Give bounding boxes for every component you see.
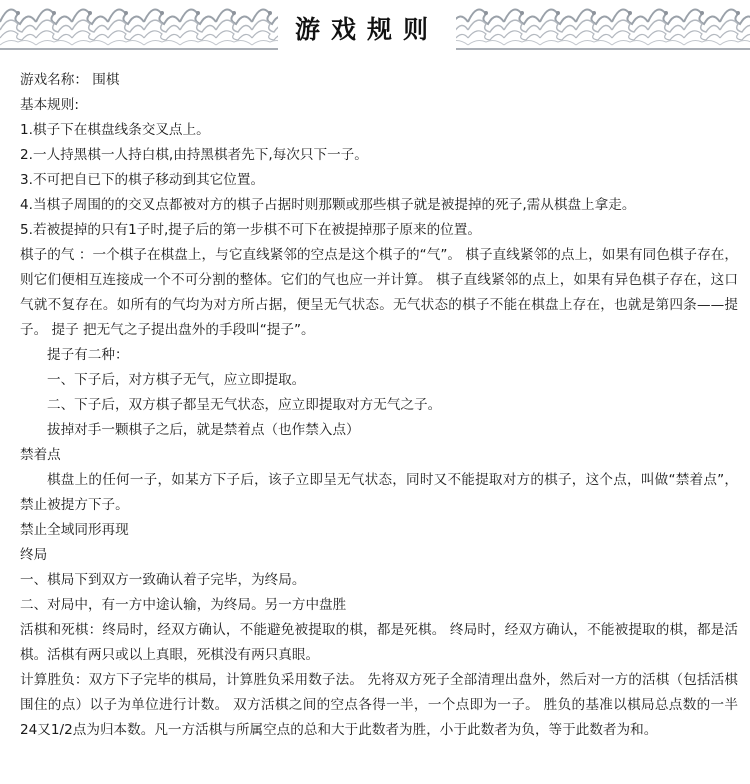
jinzhuo-note: 拔掉对手一颗棋子之后，就是禁着点（也作禁入点） (47, 422, 360, 438)
rule-item: 2.一人持黑棋一人持白棋,由持黑棋者先下,每次只下一子。 (20, 147, 368, 163)
global-rule: 禁止全域同形再现 (20, 522, 129, 538)
rule-item: 3.不可把自已下的棋子移动到其它位置。 (20, 172, 265, 188)
tizi-item: 一、下子后，对方棋子无气，应立即提取。 (47, 372, 306, 388)
tizi-heading: 提子有二种： (47, 347, 129, 363)
end-heading: 终局 (20, 547, 48, 563)
tizi-item: 二、下子后，双方棋子都呈无气状态，应立即提取对方无气之子。 (47, 397, 442, 413)
basic-rules-heading: 基本规则: (20, 97, 79, 113)
end-item: 二、对局中，有一方中途认输，为终局。另一方中盘胜 (20, 597, 347, 613)
jinzhuo-heading: 禁着点 (20, 447, 61, 463)
game-name: 游戏名称： 围棋 (20, 72, 120, 88)
end-item: 一、棋局下到双方一致确认着子完毕，为终局。 (20, 572, 306, 588)
rule-item: 4.当棋子周围的的交叉点都被对方的棋子占据时则那颗或那些棋子就是被提掉的死子,需从棋盘上拿走。 (20, 197, 636, 213)
page-title: 游戏规则 (294, 15, 439, 44)
live-dead-paragraph: 活棋和死棋：终局时，经双方确认，不能避免被提取的棋，都是死棋。 终局时，经双方确认，不能被提取的棋，都是活棋。活棋有两只或以上真眼，死棋没有两只真眼。 (20, 622, 738, 663)
scoring-paragraph: 计算胜负：双方下子完毕的棋局，计算胜负采用数子法。 先将双方死子全部清理出盘外，然后对一方的活棋（包括活棋围住的点）以子为单位进行计数。 双方活棋之间的空点各得一半，一个点即为一子。 胜负的基准以棋局总点数的一半24又1/2点为归本数。凡一方活棋与所属空点的总和大于此数者为胜，小于此数者为负，等于此数者为和。 (20, 672, 738, 738)
jinzhuo-paragraph: 棋盘上的任何一子，如某方下子后，该子立即呈无气状态，同时又不能提取对方的棋子，这个点，叫做“禁着点”，禁止被提方下子。 (20, 472, 738, 513)
rule-item: 1.棋子下在棋盘线条交叉点上。 (20, 122, 210, 138)
rule-item: 5.若被提掉的只有1子时,提子后的第一步棋不可下在被提掉那子原来的位置。 (20, 222, 481, 238)
title-banner (0, 0, 750, 58)
qi-paragraph: 棋子的气 ：一个棋子在棋盘上，与它直线紧邻的空点是这个棋子的“气”。 棋子直线紧邻的点上，如果有同色棋子存在，则它们便相互连接成一个不可分割的整体。它们的气也应一并计算。 棋子直线紧邻的点上，如果有异色棋子存在，这口气就不复存在。如所有的气均为对方所占据，便呈无气状态。无气状态的棋子不能在棋盘上存在，也就是第四条——提子。 提子 把无气之子提出盘外的手段叫“提子”。 (20, 247, 738, 338)
rules-content (20, 68, 738, 743)
title-box (278, 6, 456, 50)
